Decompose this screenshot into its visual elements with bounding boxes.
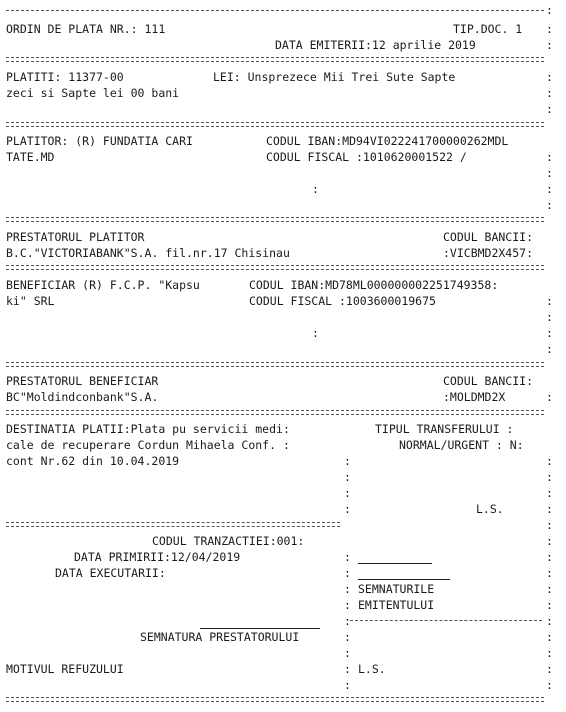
inner-colon: : [344,582,351,596]
border-colon: : [546,310,553,324]
issue-date: DATA EMITERII:12 aprilie 2019 [275,38,476,52]
border-colon: : [546,550,553,564]
issuer-signatures-label: SEMNATURILE [358,582,435,596]
inner-colon: : [344,502,351,516]
border-colon: : [546,582,553,596]
transfer-type-value: NORMAL/URGENT : N: [399,438,524,452]
double-divider [6,697,544,702]
border-colon: : [546,598,553,612]
inner-colon: : [344,614,351,628]
inner-colon: : [344,470,351,484]
border-colon: : [546,566,553,580]
amount-number: PLATITI: 11377-00 [6,70,124,84]
double-divider [6,522,340,527]
payer-name-cont: TATE.MD [6,150,55,164]
payment-purpose-cont: cont Nr.62 din 10.04.2019 [6,454,180,468]
inner-colon: : [344,646,351,660]
inner-colon: : [344,486,351,500]
border-colon: : [546,534,553,548]
double-divider [6,122,544,127]
beneficiary-bank-label: PRESTATORUL BENEFICIAR [6,374,159,388]
refusal-reason: MOTIVUL REFUZULUI [6,662,124,676]
border-colon: : [546,342,553,356]
border-colon: : [546,502,553,516]
border-colon: : [546,86,553,100]
border-colon: : [546,38,553,52]
payer-fiscal-code: CODUL FISCAL :1010620001522 / [266,150,467,164]
payer-bank-name: B.C."VICTORIABANK"S.A. fil.nr.17 Chisinau [6,246,290,260]
border-colon: : [546,150,553,164]
payment-purpose: DESTINATIA PLATII:Plata pu servicii medi: [6,422,290,436]
divider [350,620,542,621]
payer-bank-label: PRESTATORUL PLATITOR [6,230,145,244]
border-colon: : [546,166,553,180]
double-divider [6,265,544,270]
payment-purpose-cont: cale de recuperare Cordun Mihaela Conf. : [6,438,290,452]
inner-colon: : [344,550,351,564]
beneficiary-bank-code-label: CODUL BANCII: [443,374,534,388]
doc-type: TIP.DOC. 1 [453,22,523,36]
inner-colon: : [312,182,319,196]
divider [6,10,544,11]
beneficiary-bank-name: BC"Moldindconbank"S.A. [6,390,159,404]
inner-colon: : [344,630,351,644]
beneficiary-iban: CODUL IBAN:MD78ML000000002251749358: [249,278,499,292]
border-colon: : [546,614,553,628]
border-colon: : [546,390,553,404]
date-executed: DATA EXECUTARII: [55,566,166,580]
beneficiary-name: BENEFICIAR (R) F.C.P. "Kapsu [6,278,200,292]
inner-colon: : [344,662,351,676]
border-colon: : [546,326,553,340]
border-colon: : [546,198,553,212]
border-colon: : [546,70,553,84]
payer-name: PLATITOR: (R) FUNDATIA CARI [6,134,193,148]
border-colon: : [546,294,553,308]
issuer-signatures-label-cont: EMITENTULUI [358,598,435,612]
border-colon: : [546,454,553,468]
order-title: ORDIN DE PLATA NR.: 111 [6,22,166,36]
border-colon: : [546,630,553,644]
border-colon: : [546,3,553,17]
border-colon: : [546,182,553,196]
signature-line [358,563,432,564]
border-colon: : [546,486,553,500]
payer-bank-code: :VICBMD2X457: [443,246,534,260]
transfer-type-label: TIPUL TRANSFERULUI : [375,422,514,436]
stamp-placeholder: L.S. [358,662,386,676]
border-colon: : [546,22,553,36]
signature-line [200,628,320,629]
double-divider [6,410,544,415]
double-divider [6,217,544,222]
inner-colon: : [344,678,351,692]
beneficiary-fiscal-code: CODUL FISCAL :1003600019675 [249,294,436,308]
transaction-code: CODUL TRANZACTIEI:001: [152,534,305,548]
provider-signature: SEMNATURA PRESTATORULUI [140,630,300,644]
double-divider [6,362,544,367]
inner-colon: : [344,454,351,468]
date-received: DATA PRIMIRII:12/04/2019 [74,550,241,564]
inner-colon: : [312,326,319,340]
payer-iban: CODUL IBAN:MD94VI022241700000262MDL [266,134,509,148]
beneficiary-bank-code: :MOLDMD2X [443,390,506,404]
border-colon: : [546,102,553,116]
inner-colon: : [344,566,351,580]
beneficiary-name-cont: ki" SRL [6,294,55,308]
signature-line [358,579,450,580]
border-colon: : [546,678,553,692]
stamp-placeholder: L.S. [476,502,504,516]
inner-colon: : [344,598,351,612]
double-divider [6,57,544,62]
border-colon: : [546,662,553,676]
amount-words-cont: zeci si Sapte lei 00 bani [6,86,180,100]
border-colon: : [546,646,553,660]
payer-bank-code-label: CODUL BANCII: [443,230,534,244]
border-colon: : [546,518,553,532]
amount-words: LEI: Unsprezece Mii Trei Sute Sapte [213,70,456,84]
border-colon: : [546,470,553,484]
